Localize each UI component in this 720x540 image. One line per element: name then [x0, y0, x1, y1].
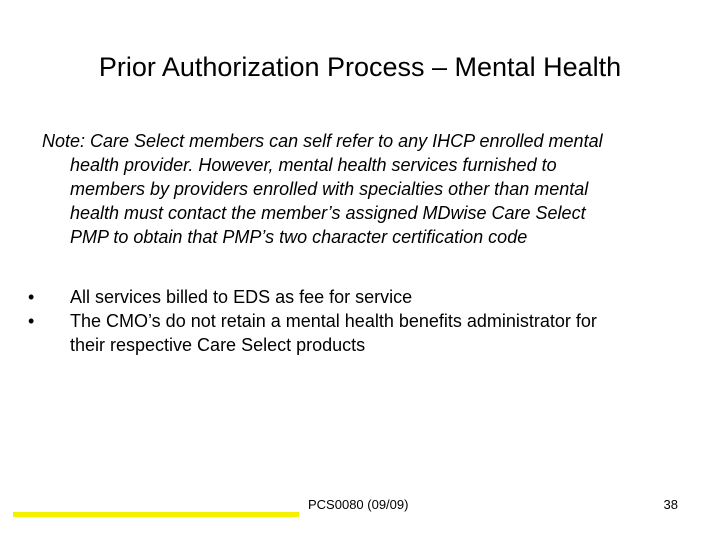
footer-accent-bar	[13, 512, 299, 517]
footer-document-code: PCS0080 (09/09)	[308, 497, 409, 512]
bullet-line: The CMO’s do not retain a mental health benefits administrator for	[70, 311, 597, 331]
note-line: health must contact the member’s assigned MDwise Care Select	[70, 203, 586, 223]
bullet-marker: •	[28, 311, 35, 331]
note-paragraph	[42, 129, 692, 249]
note-line: PMP to obtain that PMP’s two character certification code	[70, 227, 528, 247]
bullet-item	[28, 285, 698, 309]
slide-title: Prior Authorization Process – Mental Health	[98, 52, 622, 82]
bullet-item	[28, 309, 698, 357]
bullet-line: All services billed to EDS as fee for service	[70, 287, 413, 307]
bullet-list	[28, 285, 698, 357]
bullet-text	[70, 285, 698, 309]
note-line: health provider. However, mental health services furnished to	[70, 155, 557, 175]
bullet-text	[70, 309, 698, 357]
footer-page-number: 38	[663, 497, 678, 512]
bullet-marker: •	[28, 287, 35, 307]
note-line: members by providers enrolled with specialties other than mental	[70, 179, 589, 199]
note-line: Note: Care Select members can self refer to any IHCP enrolled mental	[42, 131, 603, 151]
bullet-line: their respective Care Select products	[70, 335, 366, 355]
